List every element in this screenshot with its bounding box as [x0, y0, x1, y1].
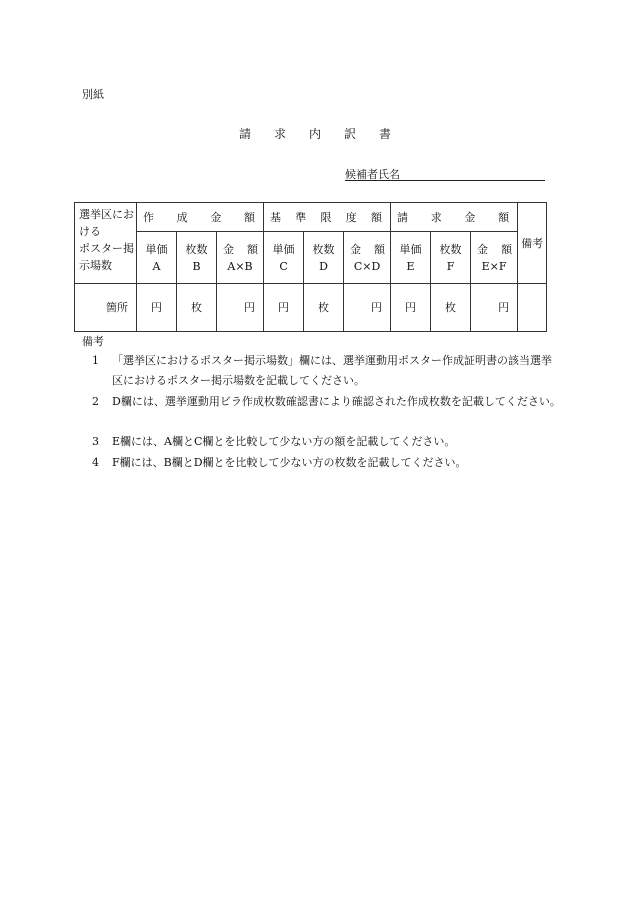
- claim-amount-label: [391, 209, 517, 226]
- standard-limit-label: [264, 209, 390, 226]
- note-item: [82, 392, 562, 412]
- group-header-char: 金: [210, 210, 222, 224]
- production-amount-header: [137, 203, 264, 232]
- remarks-cell[interactable]: [518, 284, 547, 332]
- candidate-name-label: 候補者氏名: [345, 168, 400, 181]
- group-header-char: 額: [371, 210, 383, 224]
- amount-exf-cell[interactable]: 円: [471, 284, 518, 332]
- subheader-amount-exf: 金 額 E×F: [471, 232, 518, 284]
- note-number: 4: [92, 456, 99, 469]
- production-amount-label: [137, 209, 263, 226]
- group-header-char: 準: [295, 210, 307, 224]
- standard-limit-header: [264, 203, 391, 232]
- note-text: D欄には、選挙運動用ビラ作成枚数確認書により確認された作成枚数を記載してください。: [112, 395, 561, 408]
- claim-amount-header: [391, 203, 518, 232]
- subheader-unit-price-a: 単価 A: [137, 232, 177, 284]
- count-f-cell[interactable]: 枚: [431, 284, 471, 332]
- note-item: [82, 432, 562, 452]
- count-b-cell[interactable]: 枚: [177, 284, 217, 332]
- poster-board-count-header: [75, 203, 137, 284]
- note-number: 2: [92, 395, 99, 408]
- note-text: 「選挙区におけるポスター掲示場数」欄には、選挙運動用ポスター作成証明書の該当選挙区におけるポスター掲示場数を記載してください。: [112, 354, 552, 387]
- note-number: 1: [92, 354, 99, 367]
- group-header-char: 額: [244, 210, 256, 224]
- group-header-char: 金: [464, 210, 476, 224]
- unit-price-c-cell[interactable]: 円: [264, 284, 304, 332]
- group-header-char: 求: [430, 210, 442, 224]
- subheader-amount-axb: 金 額 A×B: [217, 232, 264, 284]
- note-item: [82, 453, 562, 473]
- breakdown-table: [74, 202, 547, 332]
- subheader-amount-cxd: 金 額 C×D: [344, 232, 391, 284]
- document-title: 請求内訳書: [238, 127, 414, 141]
- group-header-char: 度: [345, 210, 357, 224]
- group-header-char: 基: [270, 210, 282, 224]
- count-d-cell[interactable]: 枚: [304, 284, 344, 332]
- subheader-unit-price-e: 単価 E: [391, 232, 431, 284]
- places-cell[interactable]: 箇所: [75, 284, 137, 332]
- group-header-char: 作: [143, 210, 154, 224]
- subheader-count-f: 枚数 F: [431, 232, 471, 284]
- note-number: 3: [92, 435, 99, 448]
- unit-price-a-cell[interactable]: 円: [137, 284, 177, 332]
- note-text: F欄には、B欄とD欄とを比較して少ない方の枚数を記載してください。: [112, 456, 467, 469]
- subheader-count-b: 枚数 B: [177, 232, 217, 284]
- note-item: [82, 351, 562, 391]
- subheader-count-d: 枚数 D: [304, 232, 344, 284]
- note-text: E欄には、A欄とC欄とを比較して少ない方の額を記載してください。: [112, 435, 456, 448]
- candidate-name-field[interactable]: [345, 180, 545, 181]
- subheader-unit-price-c: 単価 C: [264, 232, 304, 284]
- group-header-char: 限: [320, 210, 332, 224]
- attachment-label: 別紙: [82, 88, 104, 101]
- poster-board-count-header-text: 選挙区における ポスター掲示場数: [79, 208, 134, 272]
- amount-cxd-cell[interactable]: 円: [344, 284, 391, 332]
- notes-title: 備考: [82, 335, 104, 348]
- group-header-char: 額: [498, 210, 510, 224]
- group-header-char: 請: [397, 210, 409, 224]
- remarks-header: 備考: [518, 203, 547, 284]
- unit-price-e-cell[interactable]: 円: [391, 284, 431, 332]
- group-header-char: 成: [176, 210, 188, 224]
- amount-axb-cell[interactable]: 円: [217, 284, 264, 332]
